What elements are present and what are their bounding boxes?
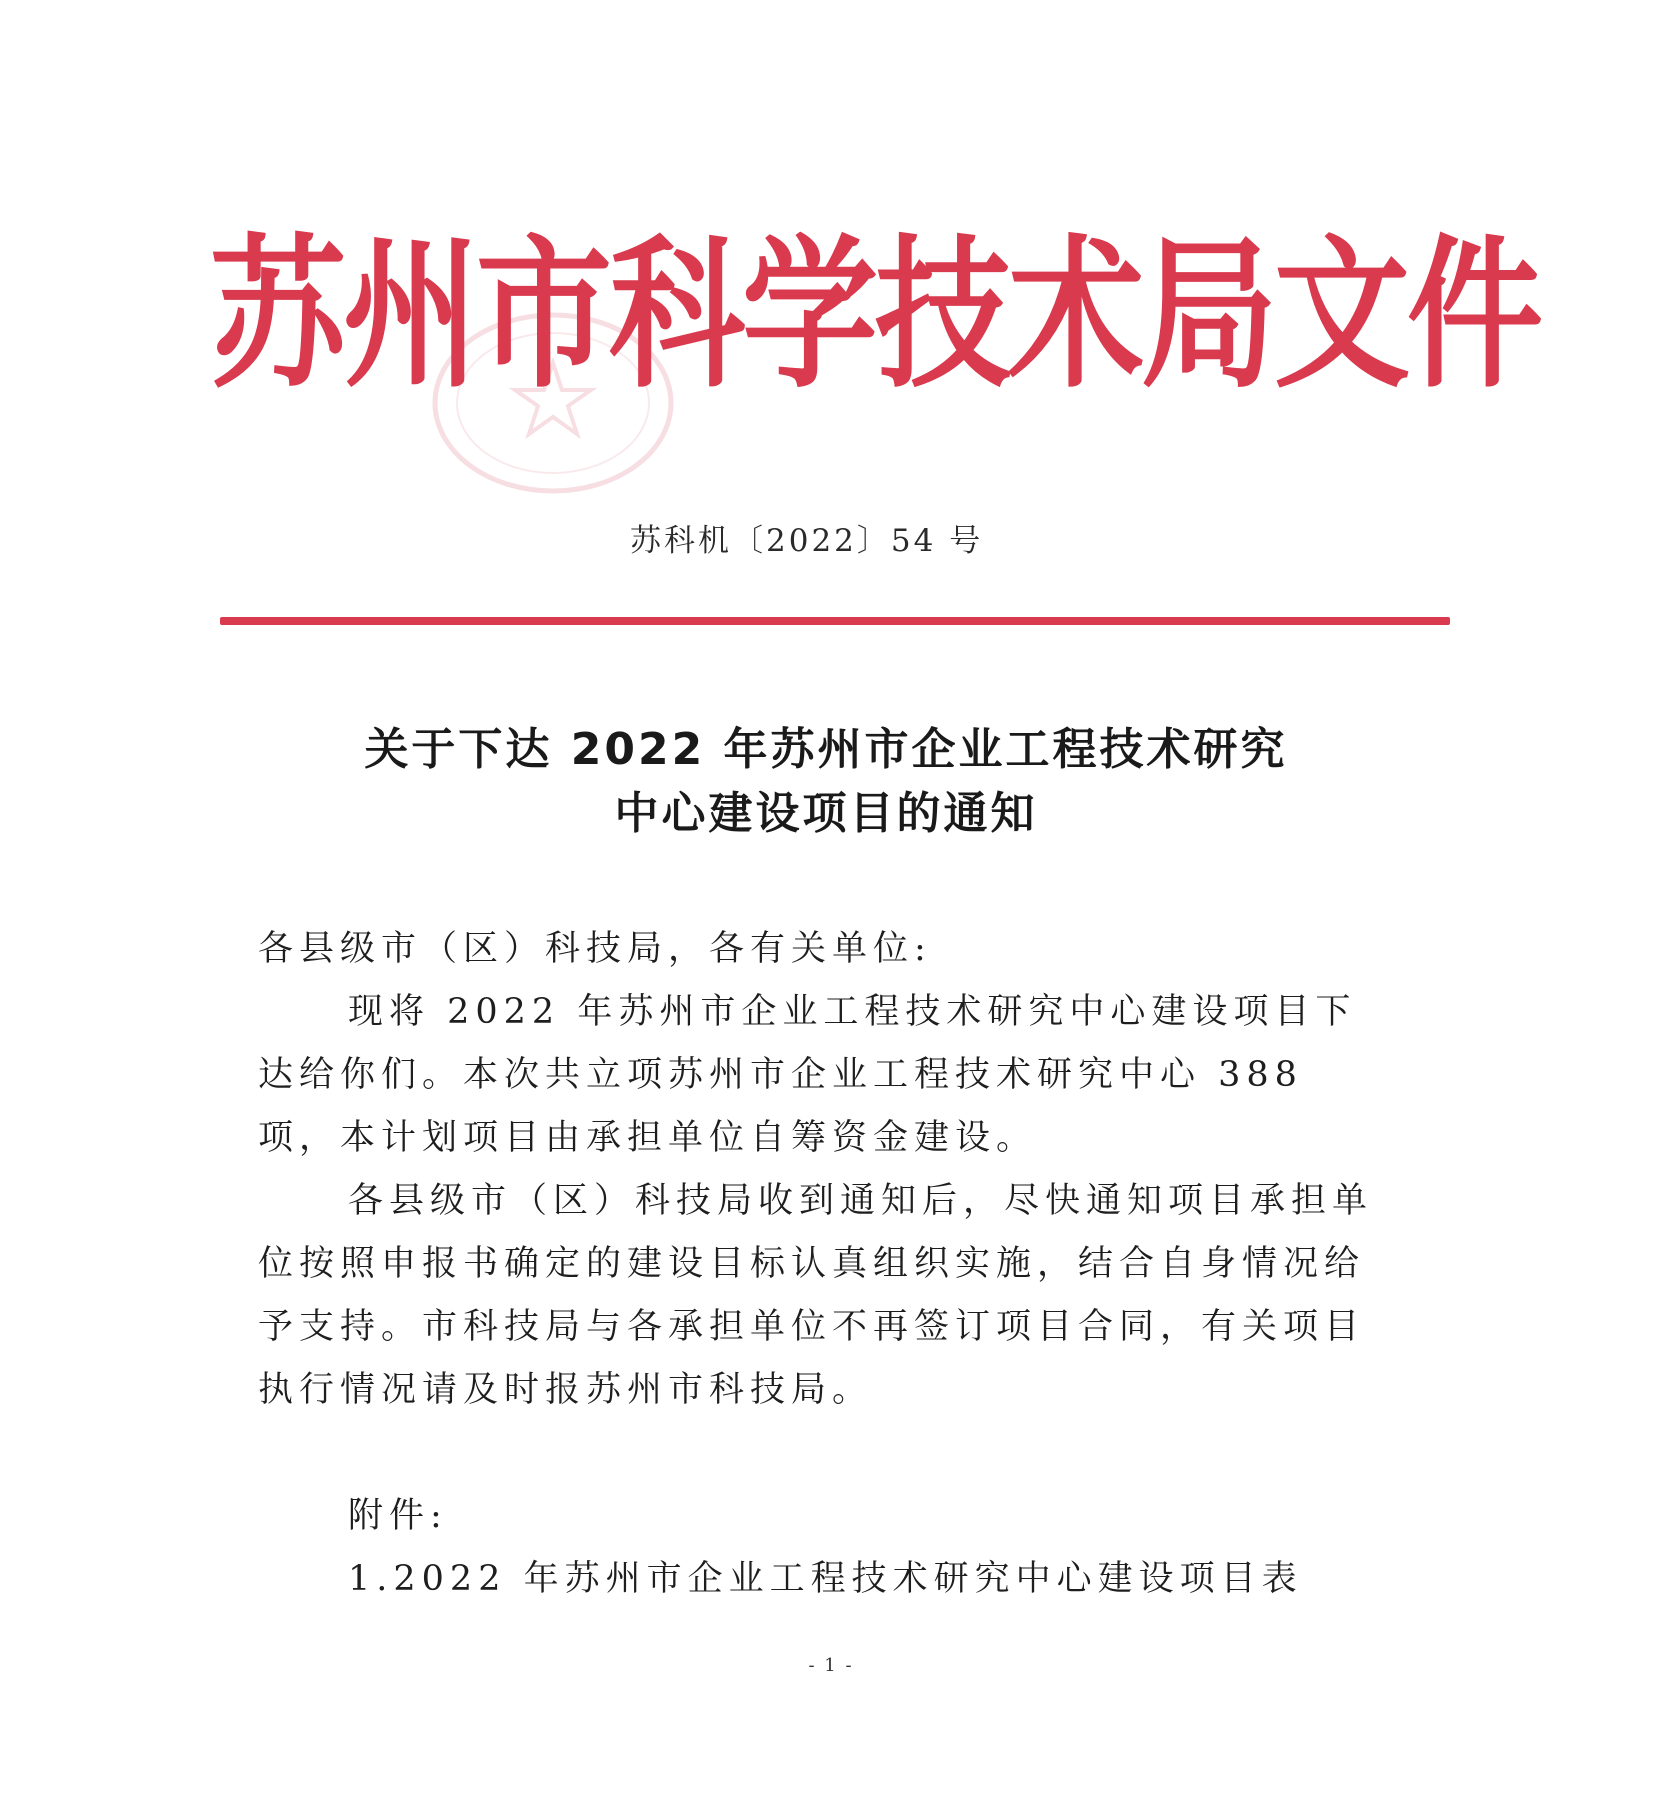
attachments-label: 附件:	[348, 1496, 448, 1536]
attachment-item-1[interactable]: 1.2022 年苏州市企业工程技术研究中心建设项目表	[348, 1559, 1303, 1599]
paragraph-2: 各县级市（区）科技局收到通知后，尽快通知项目承担单位按照申报书确定的建设目标认真组织实施，结合自身情况给予支持。市科技局与各承担单位不再签订项目合同，有关项目执行情况请及时报苏州市科技局。	[258, 1181, 1374, 1410]
paragraph-spacer	[258, 1422, 1390, 1485]
paragraph-1: 现将 2022 年苏州市企业工程技术研究中心建设项目下达给你们。本次共立项苏州市企业工程技术研究中心 388 项，本计划项目由承担单位自筹资金建设。	[258, 992, 1357, 1158]
issuing-authority-header: 苏州市科学技术局文件	[210, 219, 1540, 411]
title-line-1: 关于下达 2022 年苏州市企业工程技术研究	[364, 724, 1288, 775]
red-divider-line	[220, 617, 1450, 625]
page-number: - 1 -	[808, 1655, 854, 1676]
notice-title	[220, 718, 1432, 846]
notice-body	[258, 918, 1390, 1611]
salutation: 各县级市（区）科技局，各有关单位:	[258, 929, 932, 969]
document-number: 苏科机〔2022〕54 号	[630, 523, 984, 559]
title-line-2: 中心建设项目的通知	[614, 788, 1038, 839]
